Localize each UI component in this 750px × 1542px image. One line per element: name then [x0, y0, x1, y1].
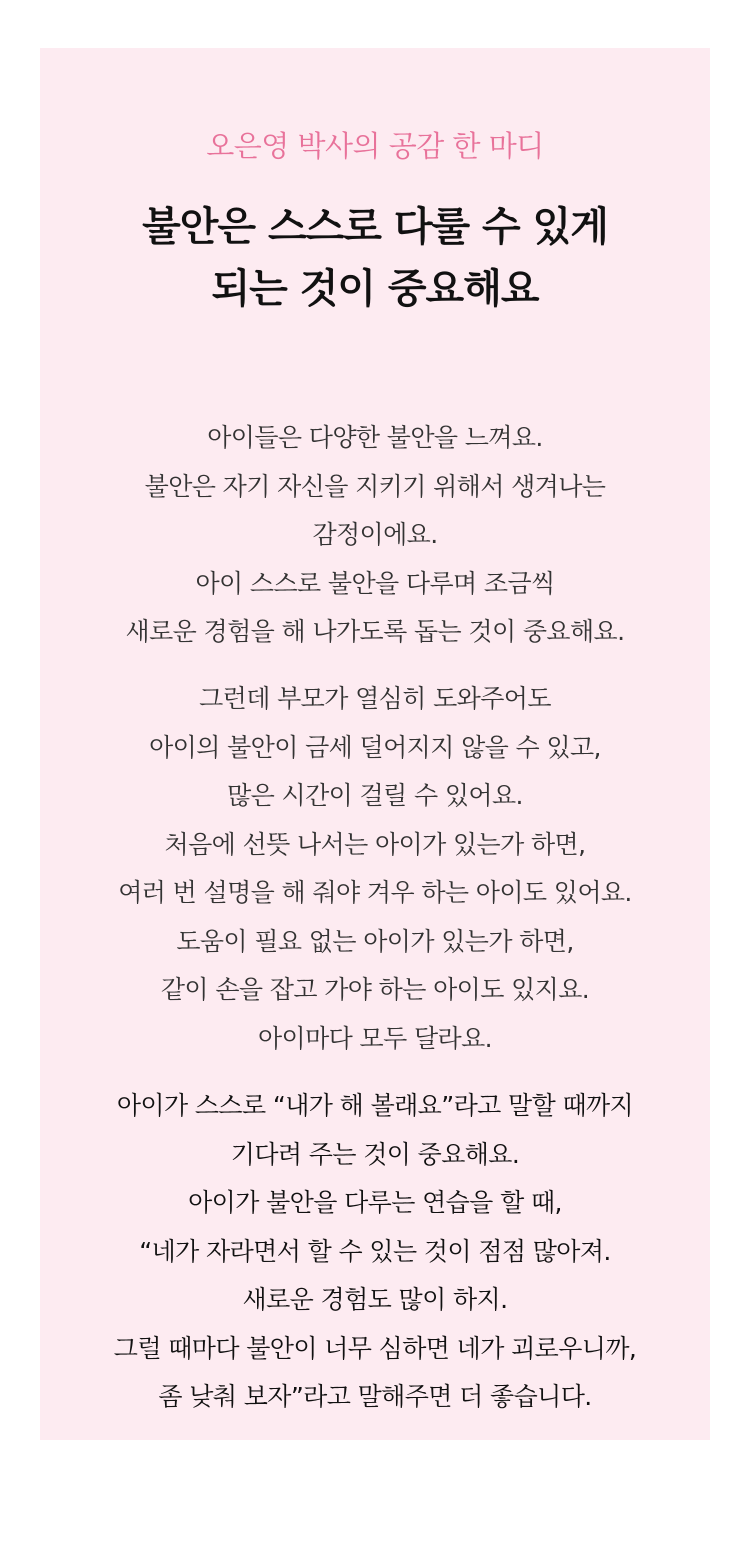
- paragraph-line: 좀 낮춰 보자”라고 말해주면 더 좋습니다.: [158, 1382, 592, 1411]
- paragraph-line: 그럴 때마다 불안이 너무 심하면 네가 괴로우니까,: [113, 1333, 637, 1363]
- paragraph-intro: [40, 414, 710, 657]
- paragraph-line: 많은 시간이 걸릴 수 있어요.: [227, 781, 523, 810]
- paragraph-line: 그런데 부모가 열심히 도와주어도: [199, 684, 551, 713]
- paragraph-line: 새로운 경험을 해 나가도록 돕는 것이 중요해요.: [125, 617, 625, 646]
- paragraph-line: 불안은 자기 자신을 지키기 위해서 생겨나는: [144, 471, 606, 501]
- paragraph-line: 여러 번 설명을 해 줘야 겨우 하는 아이도 있어요.: [118, 878, 632, 907]
- paragraph-line: 아이가 불안을 다루는 연습을 할 때,: [188, 1188, 562, 1217]
- paragraph-line: 기다려 주는 것이 중요해요.: [230, 1139, 520, 1169]
- paragraph-line: 아이 스스로 불안을 다루며 조금씩: [195, 568, 555, 598]
- paragraph-line: 처음에 선뜻 나서는 아이가 있는가 하면,: [164, 829, 586, 859]
- card-headline: [40, 196, 710, 320]
- paragraph-line: 도움이 필요 없는 아이가 있는가 하면,: [176, 926, 574, 956]
- paragraph-line: 감정이에요.: [312, 520, 438, 549]
- headline-line: 되는 것이 중요해요: [211, 266, 539, 312]
- paragraph-line: “네가 자라면서 할 수 있는 것이 점점 많아져.: [139, 1236, 611, 1266]
- headline-line: 불안은 스스로 다룰 수 있게: [142, 204, 608, 250]
- paragraph-line: 아이가 스스로 “내가 해 볼래요”라고 말할 때까지: [116, 1091, 634, 1120]
- card-subtitle: 오은영 박사의 공감 한 마디: [206, 129, 544, 163]
- paragraph-line: 새로운 경험도 많이 하지.: [242, 1285, 508, 1314]
- paragraph-middle: [40, 675, 710, 1063]
- paragraph-line: 아이마다 모두 달라요.: [258, 1023, 492, 1053]
- paragraph-line: 아이들은 다양한 불안을 느껴요.: [207, 423, 543, 452]
- paragraph-advice: [40, 1082, 710, 1422]
- quote-card: [40, 48, 710, 1440]
- paragraph-line: 같이 손을 잡고 가야 하는 아이도 있지요.: [160, 975, 590, 1004]
- paragraph-line: 아이의 불안이 금세 덜어지지 않을 수 있고,: [149, 732, 601, 762]
